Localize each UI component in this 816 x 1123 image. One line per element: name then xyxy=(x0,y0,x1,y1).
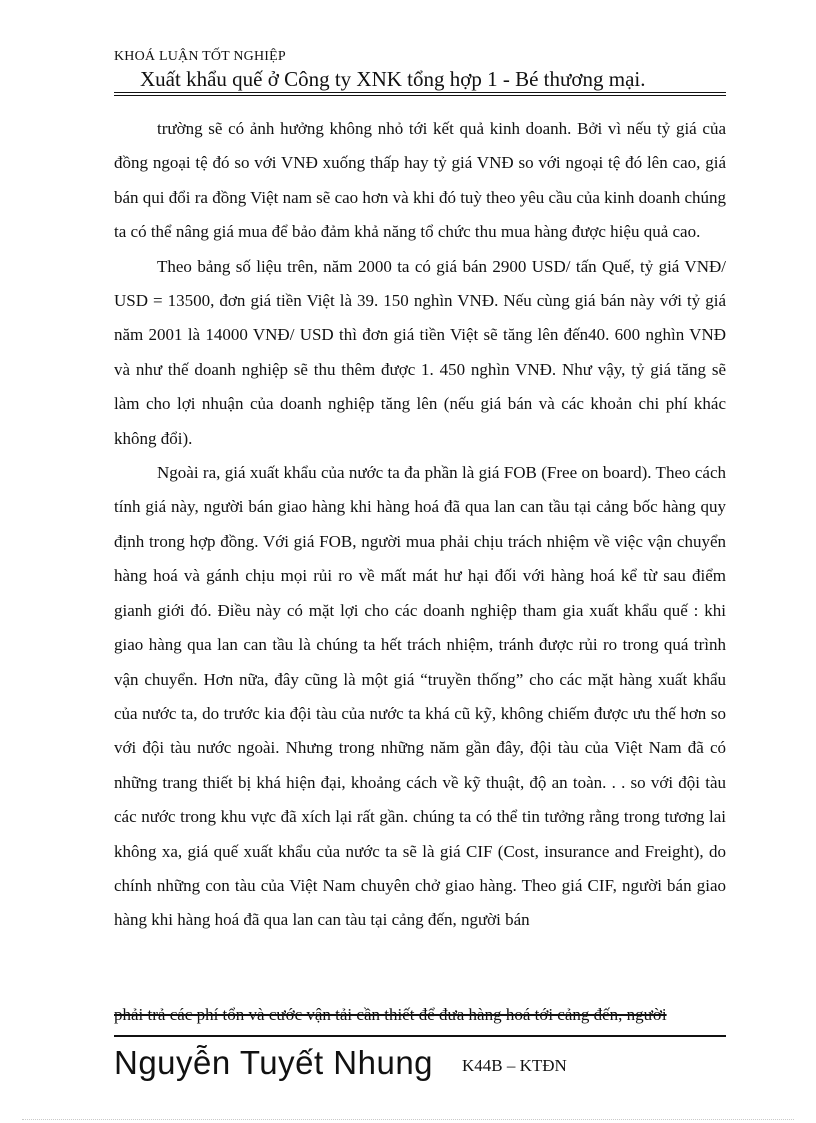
header-rule-thick xyxy=(114,92,726,93)
body-text xyxy=(114,112,726,938)
header-title: Xuất khẩu quế ở Công ty XNK tổng hợp 1 - Bé thương mại. xyxy=(140,67,646,91)
cut-off-line: phải trả các phí tổn và cước vận tải cần thiết để đưa hàng hoá tới cảng đến, người xyxy=(114,1005,667,1024)
footer-class: K44B – KTĐN xyxy=(462,1056,567,1075)
paragraph-2: Theo bảng số liệu trên, năm 2000 ta có giá bán 2900 USD/ tấn Quế, tỷ giá VNĐ/ USD = 13500, đơn giá tiền Việt là 39. 150 nghìn VNĐ. Nếu cùng giá bán này với tỷ giá năm 2001 là 14000 VNĐ/ USD thì đơn giá tiền Việt sẽ tăng lên đến40. 600 nghìn VNĐ và như thế doanh nghiệp sẽ thu thêm được 1. 450 nghìn VNĐ. Như vậy, tỷ giá tăng sẽ làm cho lợi nhuận của doanh nghiệp tăng lên (nếu giá bán và các khoản chi phí khác không đổi). xyxy=(114,256,726,448)
header-rule-thin xyxy=(114,95,726,96)
paragraph-3: Ngoài ra, giá xuất khẩu của nước ta đa phần là giá FOB (Free on board). Theo cách tính giá này, người bán giao hàng khi hàng hoá đã qua lan can tầu tại cảng bốc hàng quy định trong hợp đồng. Với giá FOB, người mua phải chịu trách nhiệm về việc vận chuyển hàng hoá và gánh chịu mọi rủi ro về mất mát hư hại đối với hàng hoá kể từ sau điểm gianh giới đó. Điều này có mặt lợi cho các doanh nghiệp tham gia xuất khẩu quế : khi giao hàng qua lan can tầu là chúng ta hết trách nhiệm, tránh được rủi ro trong quá trình vận chuyển. Hơn nữa, đây cũng là một giá “truyền thống” cho các mặt hàng xuất khẩu của nước ta, do trước kia đội tàu của nước ta khá cũ kỹ, không chiếm được ưu thế hơn so với đội tàu nước ngoài. Nhưng trong những năm gần đây, đội tàu của Việt Nam đã có những trang thiết bị khá hiện đại, khoảng cách về kỹ thuật, độ an toàn. . . so với đội tàu các nước trong khu vực đã xích lại rất gần. chúng ta có thể tin tưởng rằng trong tương lai không xa, giá quế xuất khẩu của nước ta sẽ là giá CIF (Cost, insurance and Freight), do chính những con tàu của Việt Nam chuyên chở giao hàng. Theo giá CIF, người bán giao hàng khi hàng hoá đã qua lan can tàu tại cảng đến, người bán xyxy=(114,463,726,930)
header-label: KHOÁ LUẬN TỐT NGHIỆP xyxy=(114,49,286,64)
footer-author: Nguyễn Tuyết Nhung xyxy=(114,1044,434,1081)
page-edge-divider xyxy=(22,1119,794,1120)
footer-rule xyxy=(114,1035,726,1037)
paragraph-1: trường sẽ có ảnh hưởng không nhỏ tới kết quả kinh doanh. Bởi vì nếu tỷ giá của đồng ngoại tệ đó so với VNĐ xuống thấp hay tỷ giá VNĐ so với ngoại tệ đó lên cao, giá bán qui đổi ra đồng Việt nam sẽ cao hơn và khi đó tuỳ theo yêu cầu của kinh doanh chúng ta có thể nâng giá mua để bảo đảm khả năng tổ chức thu mua hàng được hiệu quả cao. xyxy=(114,119,726,242)
